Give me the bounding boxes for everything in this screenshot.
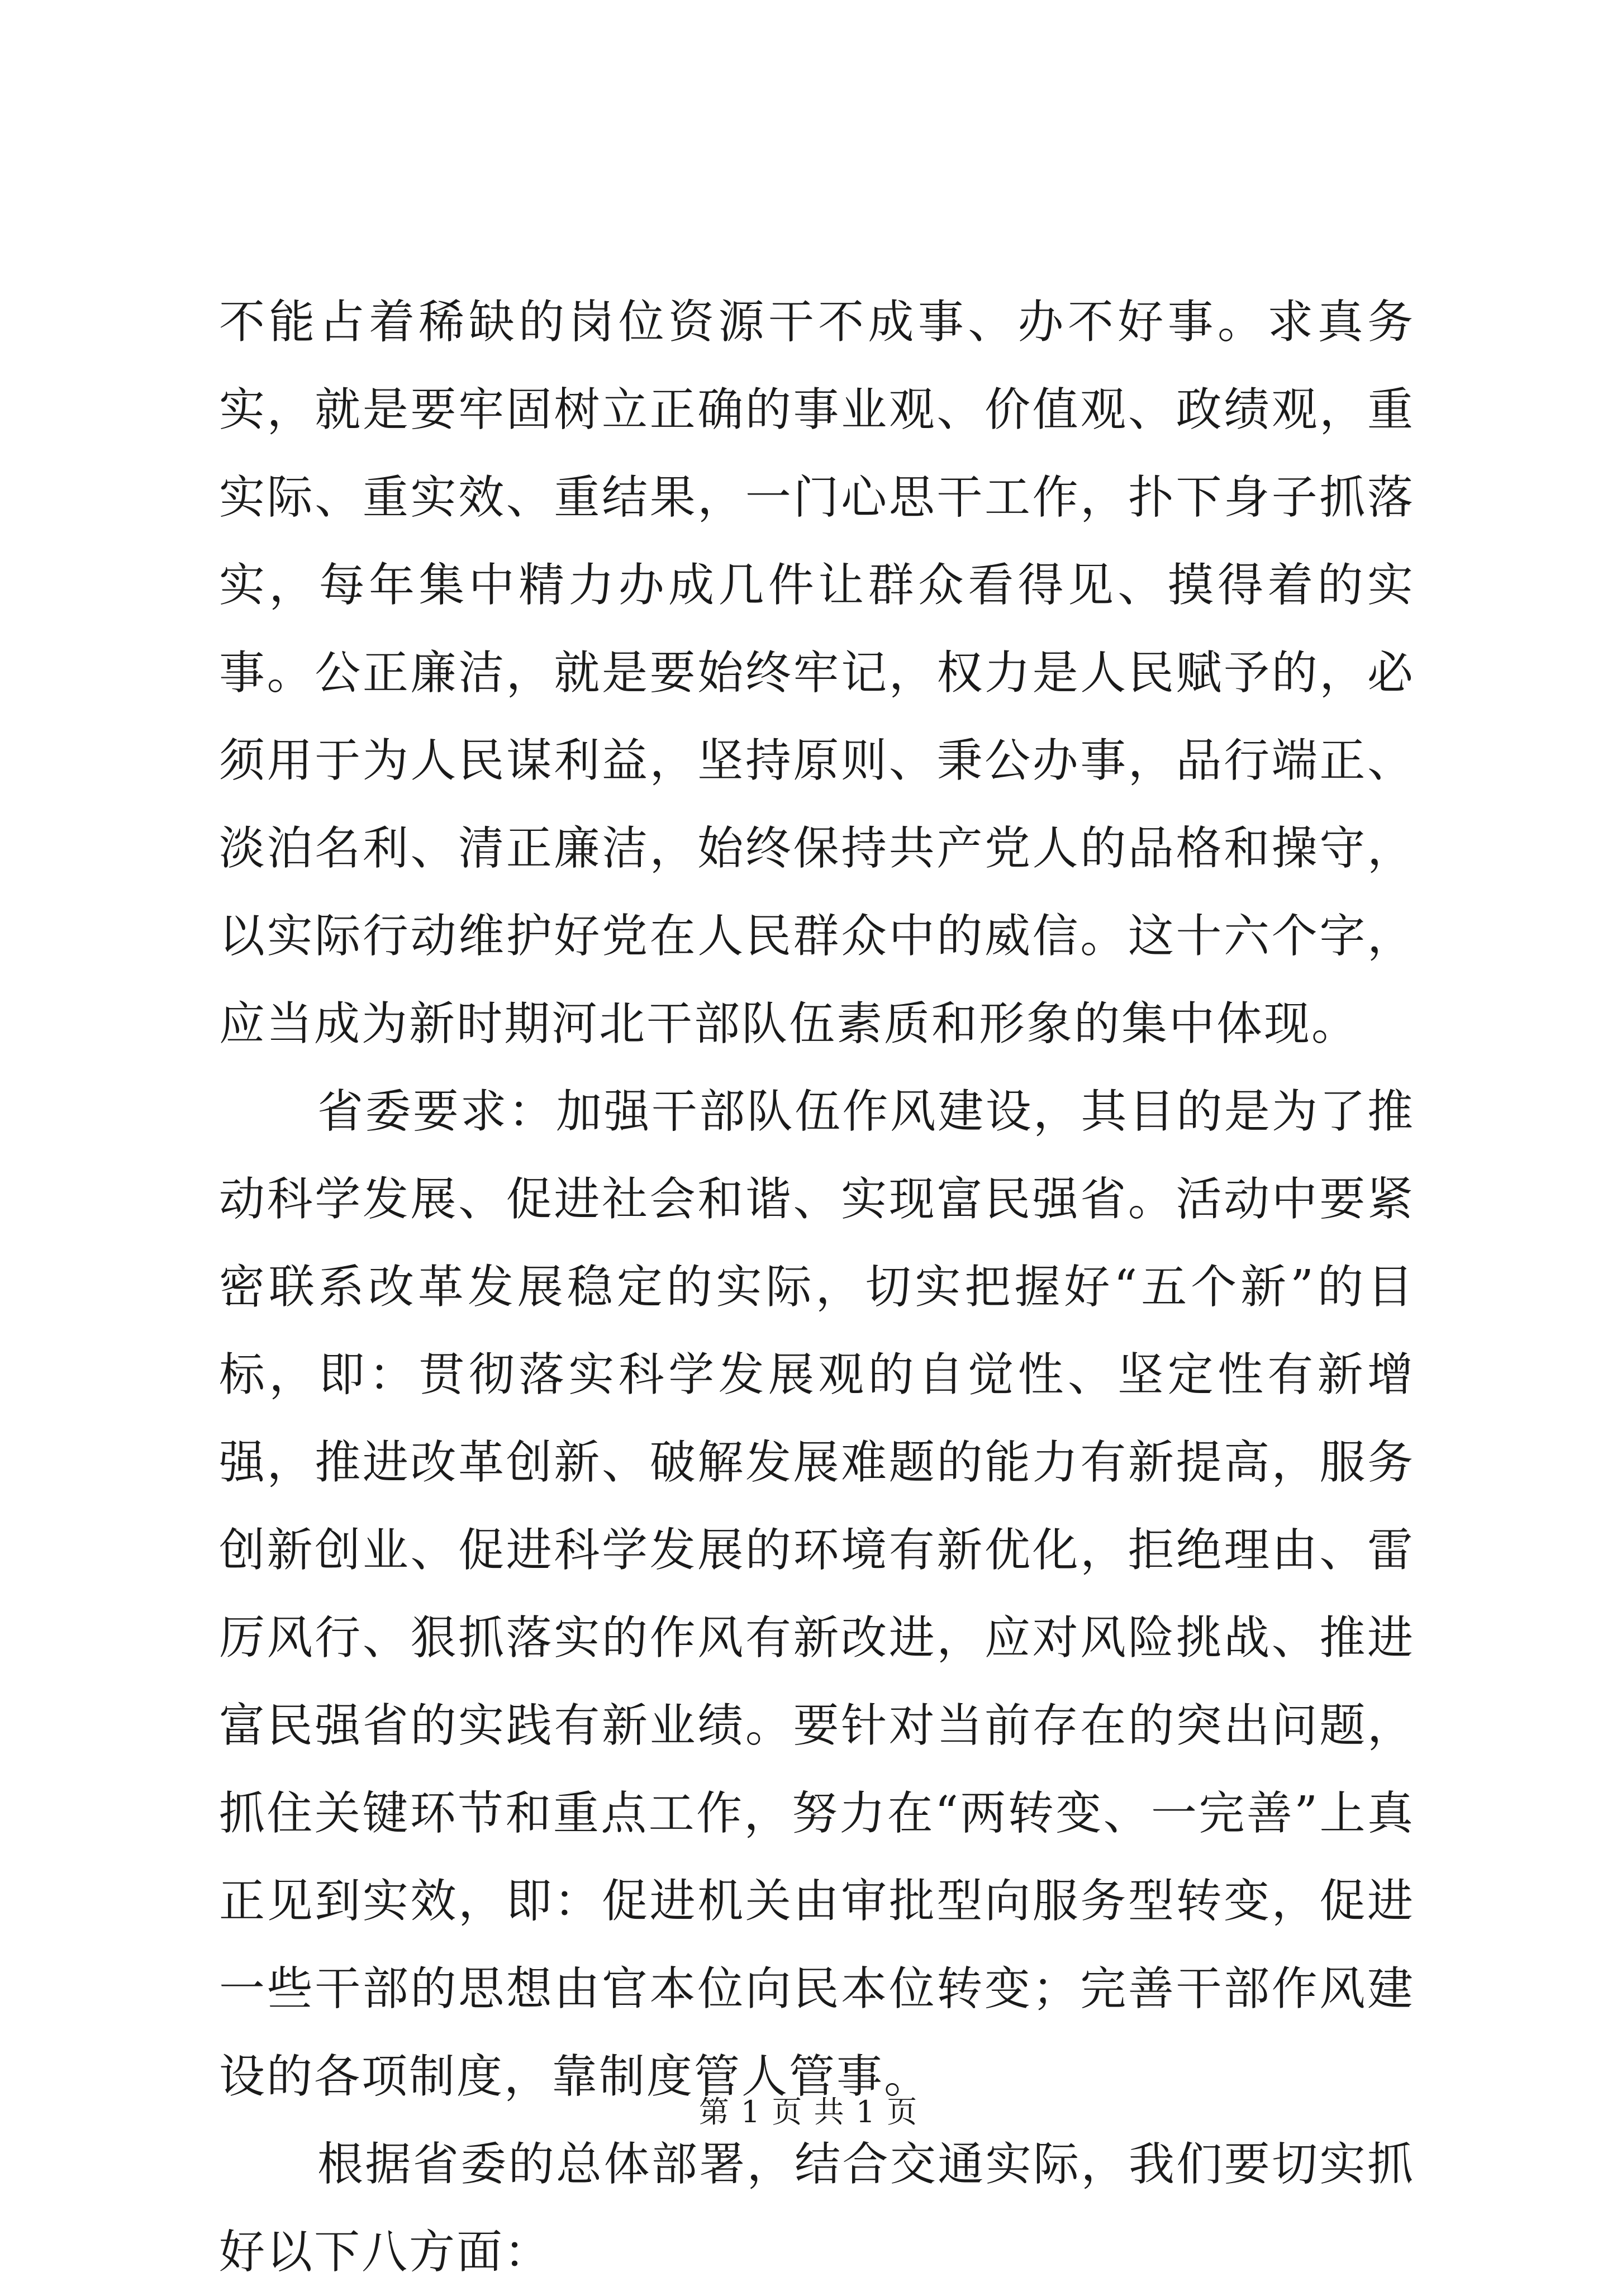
document-body bbox=[219, 278, 1415, 2296]
paragraph-3: 根据省委的总体部署，结合交通实际，我们要切实抓好以下八方面： bbox=[219, 2138, 1415, 2279]
paragraph-1: 不能占着稀缺的岗位资源干不成事、办不好事。求真务实，就是要牢固树立正确的事业观、价值观、政绩观，重实际、重实效、重结果，一门心思干工作，扑下身子抓落实，每年集中精力办成几件让群众看得见、摸得着的实事。公正廉洁，就是要始终牢记，权力是人民赋予的，必须用于为人民谋利益，坚持原则、秉公办事，品行端正、淡泊名利、清正廉洁，始终保持共产党人的品格和操守，以实际行动维护好党在人民群众中的威信。这十六个字，应当成为新时期河北干部队伍素质和形象的集中体现。 bbox=[219, 296, 1415, 1050]
paragraph-2: 省委要求：加强干部队伍作风建设，其目的是为了推动科学发展、促进社会和谐、实现富民强省。活动中要紧密联系改革发展稳定的实际，切实把握好“五个新”的目标，即：贯彻落实科学发展观的自觉性、坚定性有新增强，推进改革创新、破解发展难题的能力有新提高，服务创新创业、促进科学发展的环境有新优化，拒绝理由、雷厉风行、狠抓落实的作风有新改进，应对风险挑战、推进富民强省的实践有新业绩。要针对当前存在的突出问题，抓住关键环节和重点工作，努力在“两转变、一完善”上真正见到实效，即：促进机关由审批型向服务型转变，促进一些干部的思想由官本位向民本位转变；完善干部作风建设的各项制度，靠制度管人管事。 bbox=[219, 1085, 1415, 2103]
page-footer: 第 1 页 共 1 页 bbox=[698, 2094, 919, 2129]
